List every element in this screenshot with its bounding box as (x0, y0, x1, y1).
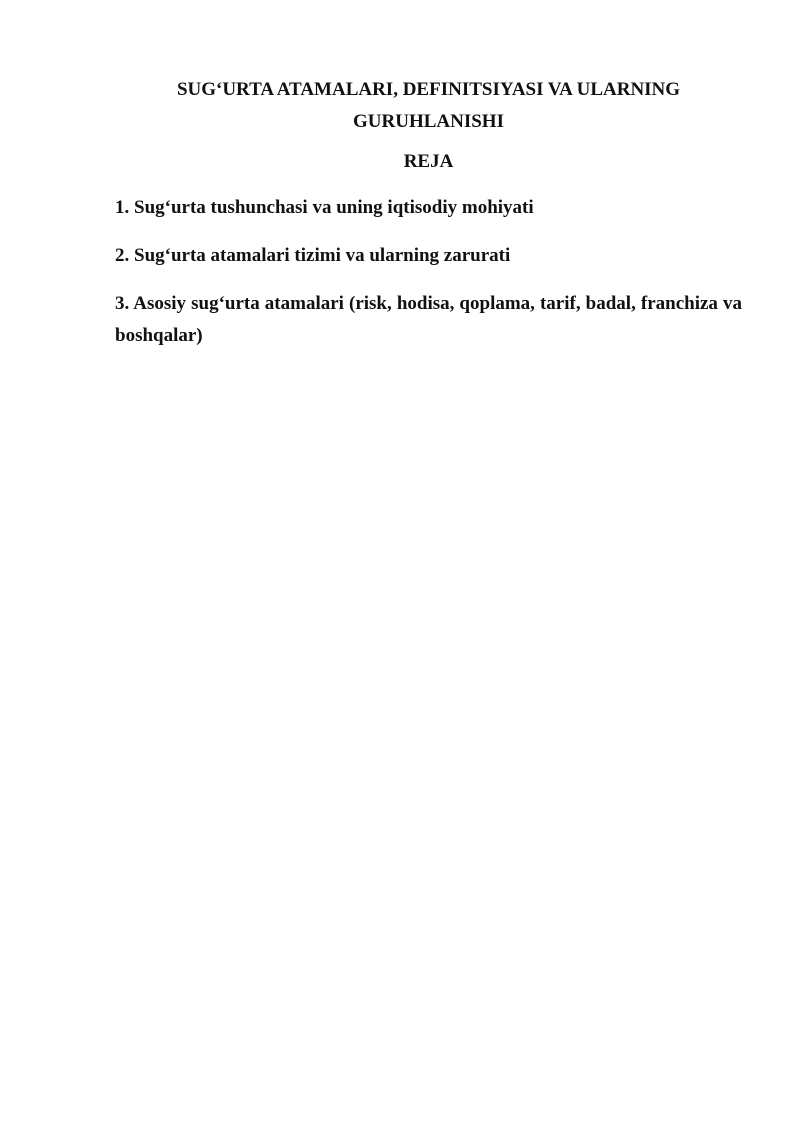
plan-item-1: 1. Sug‘urta tushunchasi va uning iqtisodiy mohiyati (115, 197, 534, 218)
plan-heading: REJA (403, 151, 454, 172)
plan-list (115, 192, 742, 352)
page-content (115, 74, 742, 368)
document-title (115, 74, 742, 138)
document-title-line-1: SUG‘URTA ATAMALARI, DEFINITSIYASI VA ULARNING (176, 79, 681, 100)
plan-item-2: 2. Sug‘urta atamalari tizimi va ularning zarurati (115, 245, 511, 266)
plan-item-3: 3. Asosiy sug‘urta atamalari (risk, hodisa, qoplama, tarif, badal, franchiza va boshqalar) (115, 293, 742, 346)
document-title-line-2: GURUHLANISHI (353, 111, 504, 132)
